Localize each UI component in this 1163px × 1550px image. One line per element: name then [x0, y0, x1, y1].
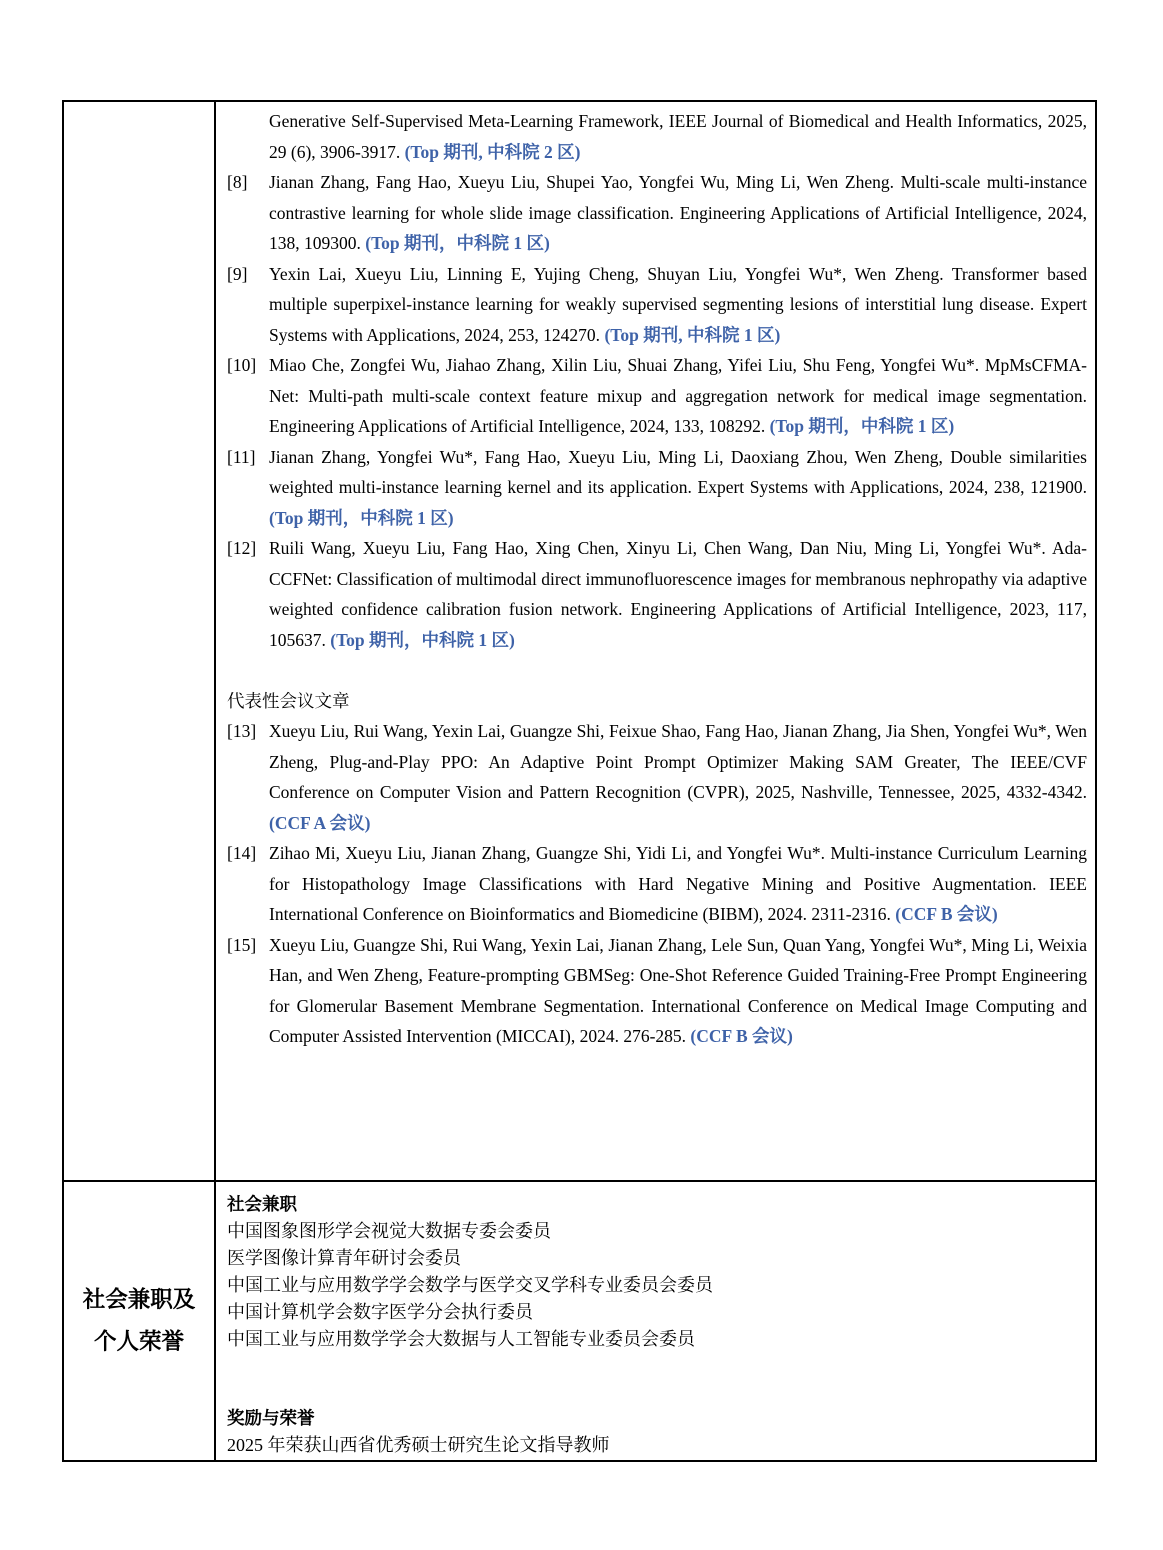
journal-publication-entry — [227, 533, 1087, 655]
publication-rank-note: (CCF A 会议) — [269, 812, 371, 833]
awards-heading: 奖励与荣誉 — [227, 1408, 315, 1428]
publication-number: [9] — [227, 263, 248, 284]
publication-rank-note: (Top 期刊, 中科院 1 区) — [604, 324, 781, 345]
conference-publication-entry — [227, 838, 1087, 930]
row-label-line1: 社会兼职及 — [82, 1287, 196, 1312]
cv-table — [62, 100, 1097, 1462]
publication-number: [13] — [227, 721, 257, 741]
publication-number: [8] — [227, 172, 248, 192]
social-position-item: 中国计算机学会数字医学分会执行委员 — [227, 1302, 533, 1322]
publication-number: [11] — [227, 446, 256, 467]
conference-publication-entry — [227, 930, 1087, 1052]
publication-text: Miao Che, Zongfei Wu, Jiahao Zhang, Xilin Liu, Shuai Zhang, Yifei Liu, Shu Feng, Yongfei Wu*. MpMsCFMA-Net: Multi-path multi-scale context feature mixup and aggregation network for medical image segmentation. Engineering Applications of Artificial Intelligence, 2024, 133, 108292. — [269, 355, 1087, 436]
social-position-item: 中国工业与应用数学学会数学与医学交叉学科专业委员会委员 — [227, 1275, 713, 1295]
journal-entry-continuation — [227, 106, 1087, 167]
publication-text: Jianan Zhang, Yongfei Wu*, Fang Hao, Xueyu Liu, Ming Li, Daoxiang Zhou, Wen Zheng, Double similarities weighted multi-instance learning kernel and its application. Expert Systems with Applications, 2024, 238, 121900. — [269, 446, 1087, 497]
awards-list — [227, 1432, 1087, 1459]
conference-publication-entry — [227, 716, 1087, 838]
affiliations-label-cell — [64, 1182, 216, 1460]
publication-rank-note: (Top 期刊, 中科院 2 区) — [404, 141, 581, 162]
publication-text: Jianan Zhang, Fang Hao, Xueyu Liu, Shupei Yao, Yongfei Wu, Ming Li, Wen Zheng. Multi-scale multi-instance contrastive learning for whole slide image classification. Engineering Applications of Artificial Intelligence, 2024, 138, 109300. — [269, 172, 1087, 253]
journal-publication-entry — [227, 442, 1087, 534]
award-item: 2025 年荣获山西省优秀硕士研究生论文指导教师 — [227, 1435, 610, 1455]
social-positions-heading: 社会兼职 — [227, 1194, 297, 1214]
conference-publications-list — [227, 716, 1087, 1052]
publication-text: Zihao Mi, Xueyu Liu, Jianan Zhang, Guangze Shi, Yidi Li, and Yongfei Wu*. Multi-instance Curriculum Learning for Histopathology Image Classifications with Hard Negative Mining and Positive Augmentation. IEEE International Conference on Bioinformatics and Biomedicine (BIBM), 2024. 2311-2316. — [269, 843, 1087, 924]
affiliations-row — [64, 1182, 1095, 1460]
row-label — [83, 1279, 196, 1363]
publication-text: Xueyu Liu, Rui Wang, Yexin Lai, Guangze Shi, Feixue Shao, Fang Hao, Jianan Zhang, Jia Shen, Yongfei Wu*, Wen Zheng, Plug-and-Play PPO: An Adaptive Point Prompt Optimizer Making SAM Greater, The IEEE/CVF Conference on Computer Vision and Pattern Recognition (CVPR), 2025, Nashville, Tennessee, 2025, 4332-4342. — [269, 721, 1087, 802]
publications-left-cell-empty — [64, 102, 216, 1180]
row-label-line2: 个人荣誉 — [93, 1329, 184, 1354]
publication-number: [10] — [227, 355, 257, 375]
publication-number: [14] — [227, 843, 257, 863]
journal-publication-entry — [227, 167, 1087, 259]
publication-rank-note: (CCF B 会议) — [895, 904, 998, 924]
publication-text: Ruili Wang, Xueyu Liu, Fang Hao, Xing Chen, Xinyu Li, Chen Wang, Dan Niu, Ming Li, Yongfei Wu*. Ada-CCFNet: Classification of multimodal direct immunofluorescence images for membranous nephropathy via adaptive weighted confidence calibration fusion network. Engineering Applications of Artificial Intelligence, 2023, 117, 105637. — [269, 538, 1087, 650]
affiliations-content-cell — [216, 1182, 1095, 1460]
publication-number: [15] — [227, 934, 257, 955]
social-position-item: 中国工业与应用数学学会大数据与人工智能专业委员会委员 — [227, 1329, 695, 1349]
publication-rank-note: (Top 期刊，中科院 1 区) — [330, 629, 515, 650]
blank-line — [227, 655, 1087, 686]
publication-rank-note: (Top 期刊，中科院 1 区) — [769, 416, 955, 436]
conference-papers-heading: 代表性会议文章 — [227, 690, 350, 711]
publication-text: Yexin Lai, Xueyu Liu, Linning E, Yujing Cheng, Shuyan Liu, Yongfei Wu*, Wen Zheng. Transformer based multiple superpixel-instance learning for weakly supervised segmenting lesions of interstitial lung disease. Expert Systems with Applications, 2024, 253, 124270. — [269, 263, 1087, 345]
publication-rank-note: (Top 期刊，中科院 1 区) — [269, 507, 454, 528]
blank-line — [227, 1353, 1087, 1405]
social-position-item: 医学图像计算青年研讨会委员 — [227, 1248, 461, 1268]
publications-content-cell — [216, 102, 1095, 1180]
publication-text: Generative Self-Supervised Meta-Learning Framework, IEEE Journal of Biomedical and Health Informatics, 2025, 29 (6), 3906-3917. — [269, 111, 1087, 162]
journal-publication-entry — [227, 259, 1087, 351]
journal-publications-list — [227, 167, 1087, 655]
social-positions-list — [227, 1218, 1087, 1353]
publication-rank-note: (Top 期刊，中科院 1 区) — [365, 233, 550, 253]
publication-rank-note: (CCF B 会议) — [690, 1026, 793, 1046]
publication-number: [12] — [227, 538, 257, 558]
social-position-item: 中国图象图形学会视觉大数据专委会委员 — [227, 1221, 551, 1241]
publication-text: Xueyu Liu, Guangze Shi, Rui Wang, Yexin Lai, Jianan Zhang, Lele Sun, Quan Yang, Yongfei Wu*, Ming Li, Weixia Han, and Wen Zheng, Feature-prompting GBMSeg: One-Shot Reference Guided Training-Free Prompt Engineering for Glomerular Basement Membrane Segmentation. International Conference on Medical Image Computing and Computer Assisted Intervention (MICCAI), 2024. 276-285. — [269, 934, 1087, 1046]
publications-row — [64, 102, 1095, 1182]
journal-publication-entry — [227, 350, 1087, 442]
